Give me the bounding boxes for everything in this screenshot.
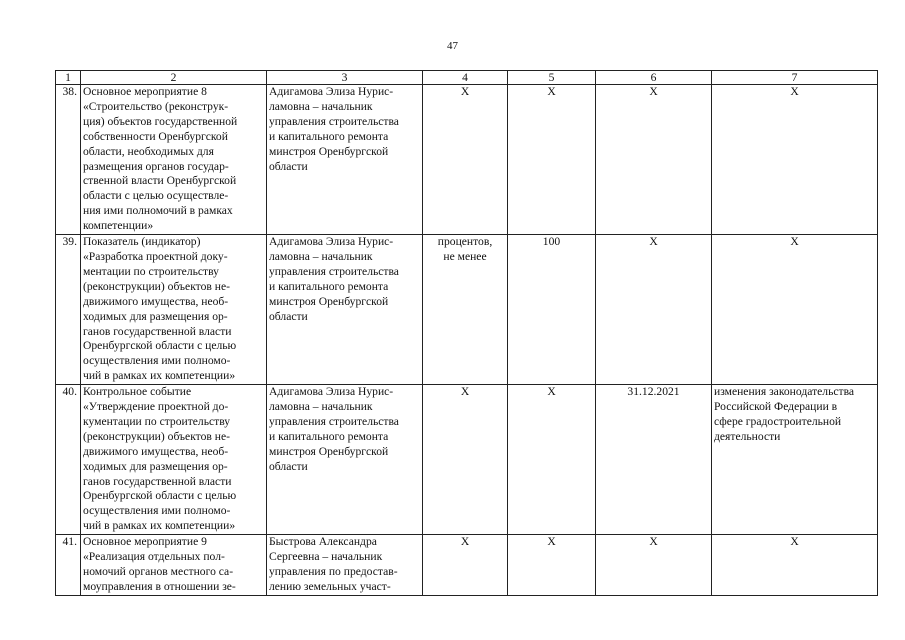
page-number: 47 (447, 40, 458, 52)
cell-line: «Утверждение проектной до- (83, 400, 229, 414)
cell-line: «Разработка проектной доку- (83, 249, 228, 263)
date-cell (596, 235, 712, 385)
cell-line: моуправления в отношении зе- (83, 579, 236, 593)
row-number: 38. (56, 85, 81, 235)
cell-line: и капитального ремонта (269, 279, 389, 293)
cell-line: ция) объектов государственной (83, 114, 238, 128)
column-header: 6 (596, 71, 712, 85)
cell-line: Российской Федерации в (714, 400, 838, 414)
table-row (56, 235, 878, 385)
table-header-row (56, 71, 878, 85)
cell-line: Х (649, 85, 658, 98)
event-name-cell (81, 385, 267, 535)
responsible-cell (267, 535, 423, 596)
cell-line: Х (649, 535, 658, 549)
column-header: 4 (423, 71, 508, 85)
cell-line: осуществления ими полномо- (83, 354, 231, 368)
note-cell (712, 235, 878, 385)
responsible-cell (267, 235, 423, 385)
cell-line: движимого имущества, необ- (83, 294, 229, 308)
cell-line: ходимых для размещения ор- (83, 309, 228, 323)
cell-line: ганов государственной власти (83, 474, 232, 488)
cell-line: ламовна – начальник (269, 99, 373, 113)
cell-line: изменения законодательства (714, 385, 855, 399)
cell-line: Основное мероприятие 9 (83, 535, 207, 549)
cell-line: ходимых для размещения ор- (83, 459, 228, 473)
cell-line: Основное мероприятие 8 (83, 85, 207, 98)
cell-line: Адигамова Элиза Нурис- (269, 235, 394, 249)
note-cell (712, 385, 878, 535)
cell-line: Контрольное событие (83, 385, 192, 399)
cell-line: Х (547, 85, 556, 98)
cell-line: управления строительства (269, 264, 399, 278)
cell-line: ламовна – начальник (269, 249, 373, 263)
date-cell (596, 535, 712, 596)
table-row (56, 535, 878, 596)
cell-line: «Реализация отдельных пол- (83, 550, 225, 564)
table-row (56, 385, 878, 535)
cell-line: Быстрова Александра (269, 535, 377, 549)
plan-table (55, 70, 878, 596)
value-cell (508, 535, 596, 596)
cell-line: кументации по строительству (83, 414, 231, 428)
unit-cell (423, 385, 508, 535)
cell-line: лению земельных участ- (269, 579, 391, 593)
event-name-cell (81, 535, 267, 596)
cell-line: ментации по строительству (83, 264, 219, 278)
cell-line: собственности Оренбургской (83, 129, 228, 143)
row-number: 39. (56, 235, 81, 385)
cell-line: сфере градостроительной (714, 414, 842, 428)
cell-line: Адигамова Элиза Нурис- (269, 385, 394, 399)
cell-line: не менее (443, 249, 487, 263)
cell-line: управления по предостав- (269, 565, 398, 578)
cell-line: (реконструкции) объектов не- (83, 429, 230, 443)
responsible-cell (267, 85, 423, 235)
value-cell (508, 235, 596, 385)
table-row (56, 85, 878, 235)
cell-line: размещения органов государ- (83, 159, 229, 173)
cell-line: Адигамова Элиза Нурис- (269, 85, 394, 98)
cell-line: Сергеевна – начальник (269, 550, 383, 564)
cell-line: номочий органов местного са- (83, 565, 234, 578)
cell-line: области с целью осуществле- (83, 189, 229, 203)
column-header: 5 (508, 71, 596, 85)
cell-line: деятельности (714, 429, 781, 443)
cell-line: Х (790, 535, 799, 549)
column-header: 7 (712, 71, 878, 85)
cell-line: управления строительства (269, 414, 399, 428)
cell-line: ганов государственной власти (83, 324, 232, 338)
event-name-cell (81, 85, 267, 235)
cell-line: чий в рамках их компетенции» (83, 369, 236, 383)
cell-line: Х (649, 235, 658, 249)
cell-line: осуществления ими полномо- (83, 504, 231, 518)
unit-cell (423, 535, 508, 596)
note-cell (712, 85, 878, 235)
cell-line: «Строительство (реконструк- (83, 99, 229, 113)
cell-line: ственной власти Оренбургской (83, 174, 237, 188)
cell-line: Х (547, 385, 556, 399)
value-cell (508, 85, 596, 235)
cell-line: Х (790, 235, 799, 249)
cell-line: чий в рамках их компетенции» (83, 519, 236, 533)
cell-line: Х (547, 535, 556, 549)
cell-line: Показатель (индикатор) (83, 235, 201, 249)
cell-line: минстроя Оренбургской (269, 444, 389, 458)
cell-line: 100 (542, 235, 561, 249)
cell-line: Х (790, 85, 799, 98)
cell-line: управления строительства (269, 114, 399, 128)
unit-cell (423, 85, 508, 235)
responsible-cell (267, 385, 423, 535)
cell-line: ния ими полномочий в рамках (83, 204, 233, 218)
cell-line: области (269, 159, 308, 173)
cell-line: области (269, 459, 308, 473)
cell-line: Х (460, 385, 470, 399)
note-cell (712, 535, 878, 596)
cell-line: области (269, 309, 308, 323)
date-cell (596, 385, 712, 535)
cell-line: Х (460, 85, 470, 98)
event-name-cell (81, 235, 267, 385)
cell-line: минстроя Оренбургской (269, 294, 389, 308)
cell-line: движимого имущества, необ- (83, 444, 229, 458)
column-header: 2 (81, 71, 267, 85)
cell-line: Оренбургской области с целью (83, 339, 237, 353)
cell-line: ламовна – начальник (269, 400, 373, 414)
cell-line: (реконструкции) объектов не- (83, 279, 230, 293)
unit-cell (423, 235, 508, 385)
column-header: 1 (56, 71, 81, 85)
cell-line: Оренбургской области с целью (83, 489, 237, 503)
cell-line: минстроя Оренбургской (269, 144, 389, 158)
date-cell (596, 85, 712, 235)
value-cell (508, 385, 596, 535)
cell-line: Х (460, 535, 470, 549)
cell-line: процентов, (437, 235, 493, 249)
cell-line: компетенции» (83, 219, 154, 233)
row-number: 41. (56, 535, 81, 596)
cell-line: области, необходимых для (83, 144, 214, 158)
cell-line: и капитального ремонта (269, 429, 389, 443)
cell-line: и капитального ремонта (269, 129, 389, 143)
cell-line: 31.12.2021 (627, 385, 680, 399)
row-number: 40. (56, 385, 81, 535)
column-header: 3 (267, 71, 423, 85)
